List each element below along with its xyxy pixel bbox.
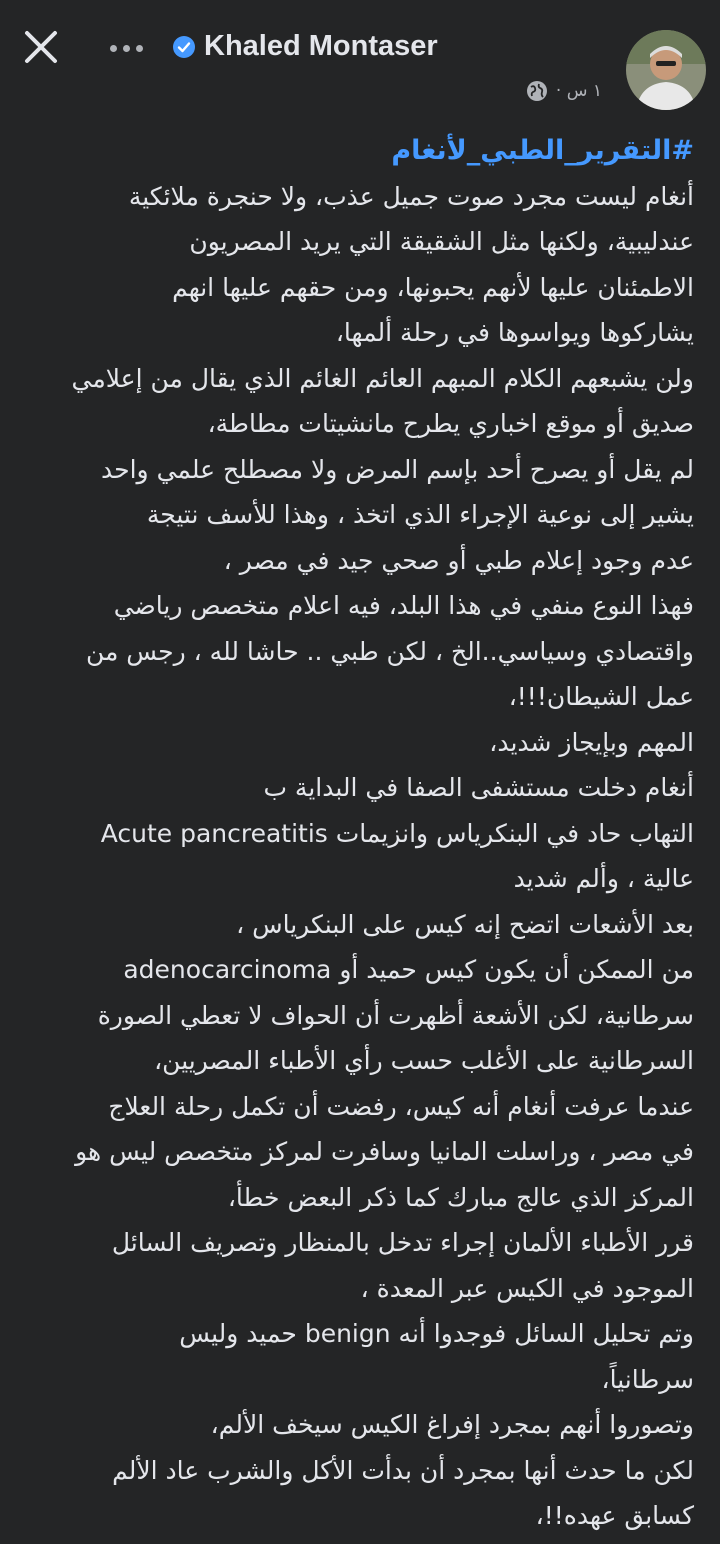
post-text-line: الموجود في الكيس عبر المعدة ،: [360, 1273, 694, 1303]
post-header: [0, 0, 720, 100]
globe-icon: [526, 80, 548, 102]
post-text-line: المهم وبإيجاز شديد،: [489, 727, 694, 757]
post-text-line: قرر الأطباء الألمان إجراء تدخل بالمنظار وتصريف السائل: [111, 1228, 694, 1257]
author[interactable]: [172, 30, 438, 63]
post-text: [0, 174, 694, 1539]
post-text-line: فهذا النوع منفي في هذا البلد، فيه اعلام متخصص رياضي: [113, 591, 694, 620]
post-meta: [526, 80, 602, 102]
more-options-icon[interactable]: [110, 36, 160, 60]
post-text-line: بعد الأشعات اتضح إنه كيس على البنكرياس ،: [236, 909, 694, 939]
post-text-line: من الممكن أن يكون كيس حميد أو adenocarcinoma: [123, 955, 694, 984]
post-text-line: ولن يشبعهم الكلام المبهم العائم الغائم الذي يقال من إعلامي: [71, 363, 694, 393]
post-text-line: عندليبية، ولكنها مثل الشقيقة التي يريد المصريون: [189, 227, 694, 256]
post-text-line: كسابق عهده!!،: [535, 1501, 694, 1530]
author-name[interactable]: Khaled Montaser: [204, 30, 438, 62]
post-text-line: صديق أو موقع اخباري يطرح مانشيتات مطاطة،: [207, 409, 694, 438]
post-time[interactable]: ١ س ·: [555, 81, 602, 101]
post-text-line: عالية ، وألم شديد: [513, 864, 694, 893]
post-text-line: عدم وجود إعلام طبي أو صحي جيد في مصر ،: [223, 545, 694, 575]
post-text-line: عندما عرفت أنغام أنه كيس، رفضت أن تكمل رحلة العلاج: [108, 1091, 694, 1121]
post-text-line: وتصوروا أنهم بمجرد إفراغ الكيس سيخف الألم،: [210, 1410, 694, 1439]
post-text-line: لم يقل أو يصرح أحد بإسم المرض ولا مصطلح علمي واحد: [101, 454, 694, 484]
post-text-line: السرطانية على الأغلب حسب رأي الأطباء المصريين،: [154, 1046, 694, 1075]
post-text-line: التهاب حاد في البنكرياس وانزيمات Acute pancreatitis: [100, 818, 694, 848]
post-text-line: سرطانية، لكن الأشعة أظهرت أن الحواف لا تعطي الصورة: [97, 1000, 694, 1030]
post-text-line: أنغام ليست مجرد صوت جميل عذب، ولا حنجرة ملائكية: [128, 181, 694, 211]
hashtag-link[interactable]: #التقرير_الطبي_لأنغام: [391, 135, 694, 166]
post-body: [0, 128, 694, 1539]
verified-icon: [172, 35, 196, 59]
post-text-line: سرطانياً،: [601, 1364, 694, 1394]
post-text-line: يشير إلى نوعية الإجراء الذي اتخذ ، وهذا للأسف نتيجة: [146, 500, 694, 529]
post-text-line: لكن ما حدث أنها بمجرد أن بدأت الأكل والشرب عاد الألم: [112, 1455, 694, 1485]
post-text-line: وتم تحليل السائل فوجدوا أنه benign حميد وليس: [179, 1319, 694, 1348]
post-text-line: عمل الشيطان!!!،: [508, 682, 694, 711]
post-text-line: المركز الذي عالج مبارك كما ذكر البعض خطأ،: [227, 1182, 694, 1212]
post-text-line: واقتصادي وسياسي..الخ ، لكن طبي .. حاشا لله ، رجس من: [85, 636, 694, 666]
post-text-line: أنغام دخلت مستشفى الصفا في البداية ب: [263, 773, 694, 802]
post-text-line: الاطمئنان عليها لأنهم يحبونها، ومن حقهم عليها انهم: [172, 272, 694, 302]
post-text-line: يشاركوها ويواسوها في رحلة ألمها،: [335, 318, 694, 347]
close-icon[interactable]: [22, 28, 60, 66]
avatar[interactable]: [626, 30, 706, 110]
post-text-line: في مصر ، وراسلت المانيا وسافرت لمركز متخصص ليس هو: [75, 1137, 694, 1166]
